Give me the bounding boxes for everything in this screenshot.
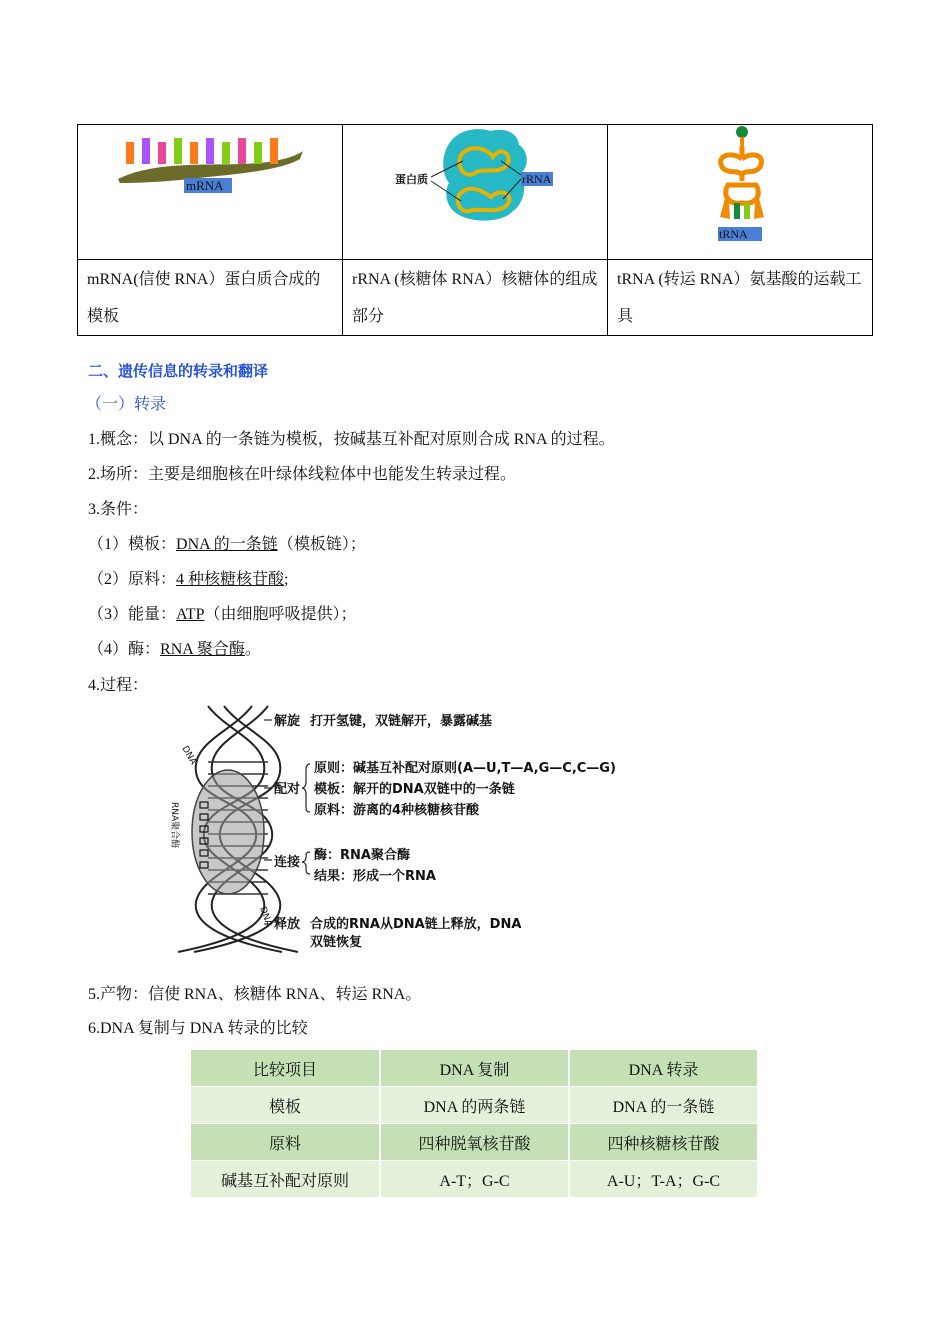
step-pair-line-2: 模板：解开的DNA双链中的一条链 <box>314 782 515 797</box>
mrna-image-cell <box>78 125 343 260</box>
trna-illustration <box>608 125 872 259</box>
table-cell: 原料 <box>191 1124 380 1161</box>
table-row <box>191 1087 758 1124</box>
header-cell: 比较项目 <box>191 1050 380 1087</box>
step-unwind-line: 打开氢键，双链解开，暴露碱基 <box>310 714 493 729</box>
table-cell: 四种脱氧核苷酸 <box>380 1124 569 1161</box>
base-green-2 <box>222 142 230 164</box>
step-link-name: 连接 <box>274 855 301 870</box>
step-release-line-1: 合成的RNA从DNA链上释放，DNA <box>310 917 522 932</box>
concept-line: 1.概念：以 DNA 的一条链为模板，按碱基互补配对原则合成 RNA 的过程。 <box>88 431 615 448</box>
header-cell: DNA 复制 <box>380 1050 569 1087</box>
trna-description: tRNA (转运 RNA）氨基酸的运载工具 <box>608 260 873 336</box>
table-cell: A-T；G-C <box>380 1161 569 1198</box>
step-link-line-2: 结果：形成一个RNA <box>314 869 436 884</box>
table-header-row <box>191 1050 758 1087</box>
base-pink-2 <box>238 138 246 164</box>
table-row <box>191 1161 758 1198</box>
rrna-description: rRNA (核糖体 RNA）核糖体的组成部分 <box>343 260 608 336</box>
mrna-strand-illustration <box>78 125 342 259</box>
table-cell: DNA 的一条链 <box>569 1087 758 1124</box>
table-row <box>191 1124 758 1161</box>
header-cell: DNA 转录 <box>569 1050 758 1087</box>
step-pair-line-3: 原料：游离的4种核糖核苷酸 <box>314 803 480 818</box>
trna-label: tRNA <box>719 227 748 241</box>
dna-label-top: DNA <box>179 744 198 767</box>
rna-polymerase-label: RNA聚合酶 <box>169 802 179 849</box>
base-green-3 <box>254 142 262 164</box>
step-release-line-2: 双链恢复 <box>310 935 363 950</box>
base-orange <box>126 142 134 164</box>
rrna-image-cell <box>343 125 608 260</box>
mrna-label: mRNA <box>186 178 224 193</box>
step-unwind-name: 解旋 <box>274 714 301 729</box>
base-orange-2 <box>190 142 198 164</box>
trna-image-cell <box>608 125 873 260</box>
step-link-line-1: 酶：RNA聚合酶 <box>314 848 410 863</box>
base-pink <box>158 142 166 164</box>
base-orange-3 <box>270 138 278 164</box>
dna-label-bottom: DNA <box>257 905 274 928</box>
table-cell: 碱基互补配对原则 <box>191 1161 380 1198</box>
base-green <box>174 138 182 164</box>
step-pair-name: 配对 <box>274 782 301 797</box>
section-heading: 二、遗传信息的转录和翻译 <box>88 362 269 380</box>
step-release-name: 释放 <box>274 917 301 932</box>
table-cell: 模板 <box>191 1087 380 1124</box>
base-purple-2 <box>206 138 214 164</box>
amino-acid-dot <box>736 126 748 138</box>
rna-types-table <box>77 124 873 336</box>
protein-label: 蛋白质 <box>395 173 428 186</box>
table-cell: 四种核糖核苷酸 <box>569 1124 758 1161</box>
condition-energy: （3）能量：ATP（由细胞呼吸提供）； <box>88 606 357 623</box>
product-line: 5.产物：信使 RNA、核糖体 RNA、转运 RNA。 <box>88 986 422 1003</box>
table-cell: A-U；T-A；G-C <box>569 1161 758 1198</box>
base-purple <box>142 138 150 164</box>
transcription-process-diagram <box>168 702 648 958</box>
process-title: 4.过程： <box>88 677 149 694</box>
condition-enzyme: （4）酶：RNA 聚合酶。 <box>88 641 261 658</box>
conditions-title: 3.条件： <box>88 501 149 518</box>
place-line: 2.场所：主要是细胞核在叶绿体线粒体中也能发生转录过程。 <box>88 466 517 483</box>
mrna-description: mRNA(信使 RNA）蛋白质合成的模板 <box>78 260 343 336</box>
condition-material: （2）原料：4 种核糖核苷酸; <box>88 571 289 588</box>
table-cell: DNA 的两条链 <box>380 1087 569 1124</box>
comparison-table <box>191 1050 759 1198</box>
ribosome-illustration <box>343 125 607 259</box>
comparison-title: 6.DNA 复制与 DNA 转录的比较 <box>88 1020 308 1037</box>
ribosome-body <box>443 129 527 220</box>
section-subheading: （一）转录 <box>86 396 167 413</box>
condition-template: （1）模板：DNA 的一条链（模板链）； <box>88 536 366 553</box>
rrna-label: rRNA <box>522 172 552 186</box>
step-pair-line-1: 原则：碱基互补配对原则(A—U,T—A,G—C,C—G) <box>314 761 616 776</box>
